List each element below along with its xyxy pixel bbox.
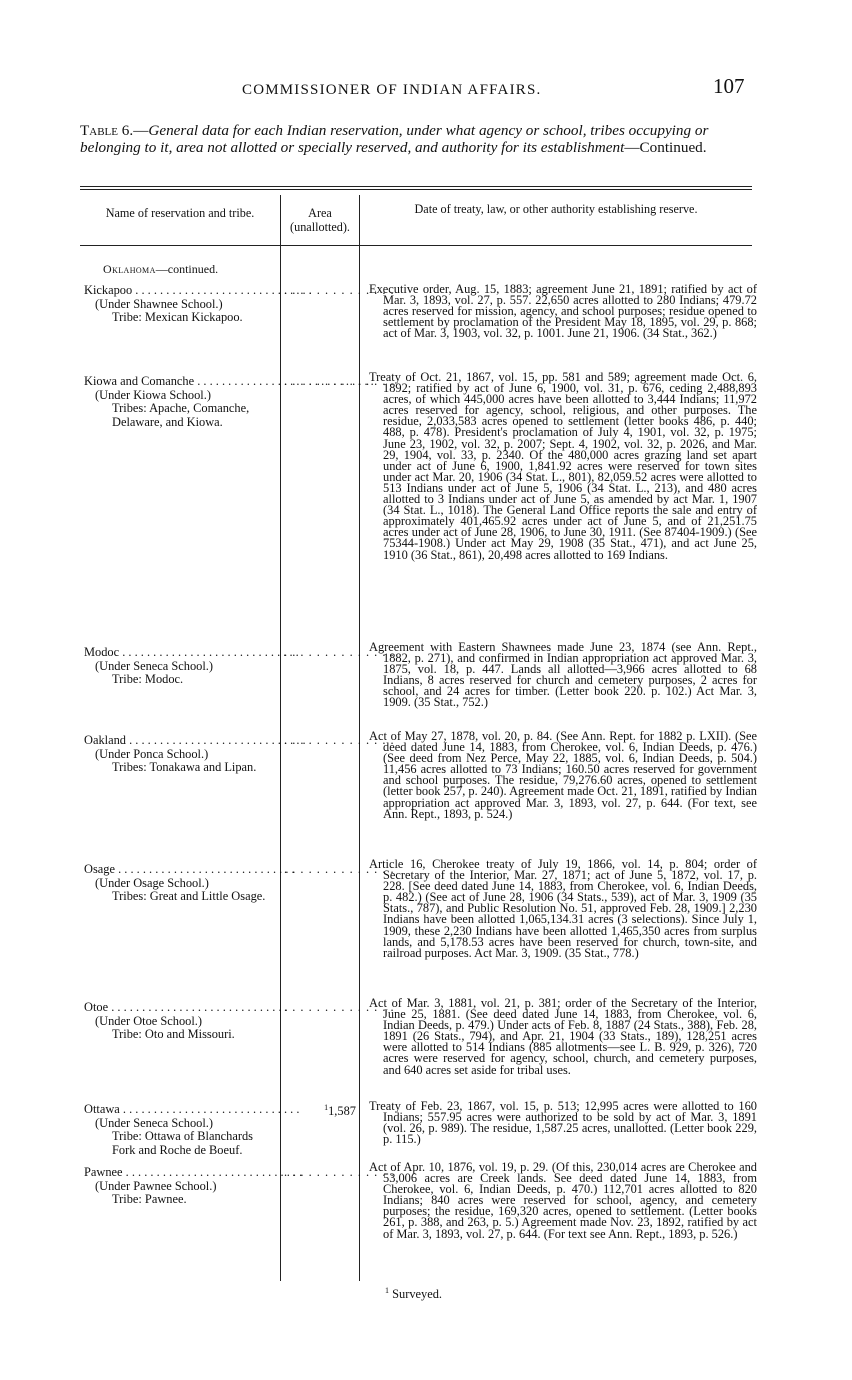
reservation-name-cell <box>84 375 278 429</box>
authority-text: Act of Mar. 3, 1881, vol. 21, p. 381; order of the Secretary of the Interior, June 25, 1881. (See deed dated June 14, 1883, from Cherokee, vol. 6, Indian Deeds, p. 479.) Under acts of Feb. 8, 1887 (24 Stats., 388), Feb. 28, 1891 (26 Stats., 794), and Apr. 21, 1904 (33 Stats., 189), 128,251 acres were allotted to 514 Indians (885 allotments—see L. B. 929, p. 326), 720 acres were reserved for agency, school, church, and cemetery purposes, and 640 acres set aside for tribal uses. <box>369 996 757 1077</box>
footnote-text: Surveyed. <box>392 1287 443 1301</box>
authority-cell <box>369 372 757 561</box>
caption-label: Table 6. <box>80 122 134 139</box>
authority-cell <box>369 998 757 1076</box>
school-name: (Under Seneca School.) <box>95 1115 214 1130</box>
authority-cell <box>369 642 757 709</box>
running-head: COMMISSIONER OF INDIAN AFFAIRS. <box>242 82 542 98</box>
school-name: (Under Ponca School.) <box>95 746 209 761</box>
reservation-name-cell <box>84 734 278 775</box>
authority-text: Treaty of Feb. 23, 1867, vol. 15, p. 513; 12,995 acres were allotted to 160 Indians; 557.95 acres were authorized to be sold by act of Mar. 3, 1891 (vol. 26, p. 989). The residue, 1,587.25 acres, unallotted. (Letter book 229, p. 115.) <box>369 1099 757 1147</box>
authority-text: Act of May 27, 1878, vol. 20, p. 84. (See Ann. Rept. for 1882 p. LXII). (See deed dated June 14, 1883, from Cherokee, vol. 6, Indian Deeds, p. 476.) (See deed from Nez Perce, May 22, 1885, vol. 6, Indian Deeds, p. 504.) 11,456 acres allotted to 73 Indians; 160.50 acres reserved for government and school purposes. The residue, 79,276.60 acres, opened to settlement (letter book 257, p. 240). Agreement made Oct. 21, 1891, ratified by Indian appropriation act approved Mar. 3, 1893, vol. 27, p. 644. (For text, see Ann. Rept., 1893, p. 524.) <box>369 729 757 821</box>
school-name: (Under Seneca School.) <box>95 658 214 673</box>
school-name: (Under Otoe School.) <box>95 1013 203 1028</box>
reservation-name-cell <box>84 284 278 325</box>
authority-cell <box>369 1101 757 1145</box>
tribe-name: Tribe: Modoc. <box>112 672 184 686</box>
tribe-name: Tribe: Oto and Missouri. <box>112 1027 235 1041</box>
footnote-ref: 1 <box>324 1103 329 1112</box>
tribe-name: Tribes: Tonakawa and Lipan. <box>112 760 257 774</box>
area-leader: . . . . . . . . . . . . . . <box>284 283 395 297</box>
tribe-name: Tribe: Mexican Kickapoo. <box>112 310 243 324</box>
reservation-name: Kickapoo . . . <box>84 284 278 298</box>
authority-text: Executive order, Aug. 15, 1883; agreement June 21, 1891; ratified by act of Mar. 3, 1893, vol. 27, p. 557. 22,650 acres allotted to 280 Indians; 479.72 acres reserved for mission, agency, and school purposes; residue opened to settlement by proclamation of the President May 18, 1895, vol. 29, p. 868; act of Mar. 3, 1903, vol. 32, p. 1001. June 21, 1906. (34 Stat., 362.) <box>369 282 757 341</box>
authority-cell <box>369 859 757 959</box>
caption-dash: — <box>133 122 149 139</box>
school-name: (Under Osage School.) <box>95 875 209 890</box>
reservation-name: Ottawa . . . <box>84 1103 278 1117</box>
footnote <box>385 1286 442 1302</box>
authority-text: Agreement with Eastern Shawnees made June 23, 1874 (see Ann. Rept., 1882, p. 271), and confirmed in Indian appropriation act approved Mar. 3, 1875, vol. 18, p. 447. Lands all allotted—3,966 acres allotted to 68 Indians, 8 acres reserved for church and cemetery purposes, 2 acres for school, and 24 acres for timber. (Letter book 220. p. 102.) Act Mar. 3, 1909. (35 Stat., 752.) <box>369 640 757 710</box>
column-header-authority: Date of treaty, law, or other authority establishing reserve. <box>414 202 698 216</box>
tribe-name: Tribe: Ottawa of Blanchards Fork and Roche de Boeuf. <box>112 1129 253 1157</box>
school-name: (Under Pawnee School.) <box>95 1178 217 1193</box>
area-leader: . . . . . . . . . . . . . . <box>284 645 395 659</box>
tribe-name: Tribe: Pawnee. <box>112 1192 187 1206</box>
authority-text: Treaty of Oct. 21, 1867, vol. 15, pp. 581 and 589; agreement made Oct. 6, 1892; ratified by act of June 6, 1900, vol. 31, p. 676, ceding 2,488,893 acres, of which 445,000 acres have been allotted to 3,444 Indians; 11,972 acres reserved for agency, school, religious, and other purposes. The residue, 2,033,583 acres opened to settlement (letter books 486, p. 440; 488, p. 478). President's proclamation of July 4, 1901, vol. 32, p. 1975; June 23, 1902, vol. 32, p. 2007; Sept. 4, 1902, vol. 32, p. 2026, and Mar. 29, 1904, vol. 33, p. 2340. Of the 480,000 acres grazing land set apart under act of June 6, 1900, 1,841.92 acres were reserved for town sites under act Mar. 20, 1906 (34 Stat. L., 801), 82,059.52 acres were allotted to 513 Indians under act of June 5, 1906 (34 Stat. L., 213), and 480 acres allotted to 3 Indians under act of June 5, as amended by act Mar. 1, 1907 (34 Stat. L., 1018). The General Land Office reports the sale and entry of approximately 401,465.92 acres under act of June 5, and of 21,251.75 acres under act of June 28, 1906, to June 30, 1911. (See 87404-1909.) (See 75344-1908.) Under act May 29, 1908 (35 Stat., 471), and act June 25, 1910 (36 Stat., 861), 20,498 acres allotted to 169 Indians. <box>369 370 757 562</box>
table-top-rule-2 <box>80 189 752 190</box>
column-header-name: Name of reservation and tribe. <box>105 206 255 220</box>
reservation-name-cell <box>84 1166 278 1207</box>
caption-title: General data for each Indian reservation, under what agency or school, tribes occupying or belonging to it, area not allotted or specially reserved, and authority for its establishment <box>80 122 709 156</box>
reservation-name: Oakland . . . <box>84 734 278 748</box>
reservation-name: Otoe . . . <box>84 1001 278 1015</box>
caption-continued: —Continued. <box>624 139 707 156</box>
school-name: (Under Kiowa School.) <box>95 387 211 402</box>
area-value-cell <box>284 1101 356 1119</box>
header-bottom-rule <box>80 245 752 246</box>
area-leader: . . . . . . . . . . . . . . <box>284 374 395 388</box>
school-name: (Under Shawnee School.) <box>95 296 223 311</box>
reservation-name-cell <box>84 1103 278 1157</box>
area-leader: . . . . . . . . . . . . . . <box>284 733 395 747</box>
reservation-name: Modoc . . . <box>84 646 278 660</box>
section-suffix: —continued. <box>155 262 219 276</box>
reservation-name-cell <box>84 863 278 904</box>
area-leader: . . . . . . . . . . . . . . <box>284 1000 395 1014</box>
section-state: Oklahoma <box>103 262 156 276</box>
authority-cell <box>369 284 757 339</box>
reservation-name: Osage . . . <box>84 863 278 877</box>
reservation-name: Pawnee . . . <box>84 1166 278 1180</box>
tribe-name: Tribes: Great and Little Osage. <box>112 889 266 903</box>
authority-cell <box>369 731 757 820</box>
reservation-name-cell <box>84 1001 278 1042</box>
authority-cell <box>369 1162 757 1240</box>
section-heading <box>103 262 218 277</box>
reservation-name-cell <box>84 646 278 687</box>
area-value: 1,587 <box>328 1104 356 1118</box>
authority-text: Article 16, Cherokee treaty of July 19, 1866, vol. 14, p. 804; order of Secretary of the Interior, Mar. 27, 1871; act of June 5, 1872, vol. 17, p. 228. [See deed dated June 14, 1883, from Cherokee, vol. 6, Indian Deeds, p. 482.) (See act of June 28, 1906 (34 Stats., 539), act of Mar. 3, 1909 (35 Stats., 787), and Public Resolution No. 51, approved Feb. 28, 1909.] 2,230 Indians have been allotted 1,065,134.31 acres (3 selections). Since July 1, 1909, these 2,230 Indians have been allotted 1,465,350 acres from surplus lands, and 5,178.53 acres have been reserved for church, town-site, and railroad purposes. Act Mar. 3, 1909. (35 Stat., 778.) <box>369 857 757 960</box>
page-number: 107 <box>713 74 745 98</box>
reservation-name: Kiowa and Comanche . . . <box>84 375 278 389</box>
table-caption <box>80 122 760 156</box>
area-leader: . . . . . . . . . . . . . . <box>284 1165 395 1179</box>
authority-text: Act of Apr. 10, 1876, vol. 19, p. 29. (Of this, 230,014 acres are Cherokee and 53,006 acres are Creek lands. See deed dated June 14, 1883, from Cherokee, vol. 6, Indian Deeds, p. 470.) 112,701 acres allotted to 820 Indians; 840 acres were reserved for school, agency, and cemetery purposes; the residue, 169,320 acres, opened to settlement. (Letter books 261, p. 388, and 263, p. 5.) Agreement made Nov. 23, 1892, ratified by act of Mar. 3, 1893, vol. 27, p. 644. (For text see Ann. Rept., 1893, p. 526.) <box>369 1160 757 1241</box>
area-leader: . . . . . . . . . . . . . . <box>284 862 395 876</box>
column-header-area: Area (unallotted). <box>290 206 350 234</box>
table-top-rule <box>80 186 752 187</box>
tribe-name: Tribes: Apache, Comanche, Delaware, and Kiowa. <box>112 401 250 429</box>
footnote-marker: 1 <box>385 1286 389 1295</box>
